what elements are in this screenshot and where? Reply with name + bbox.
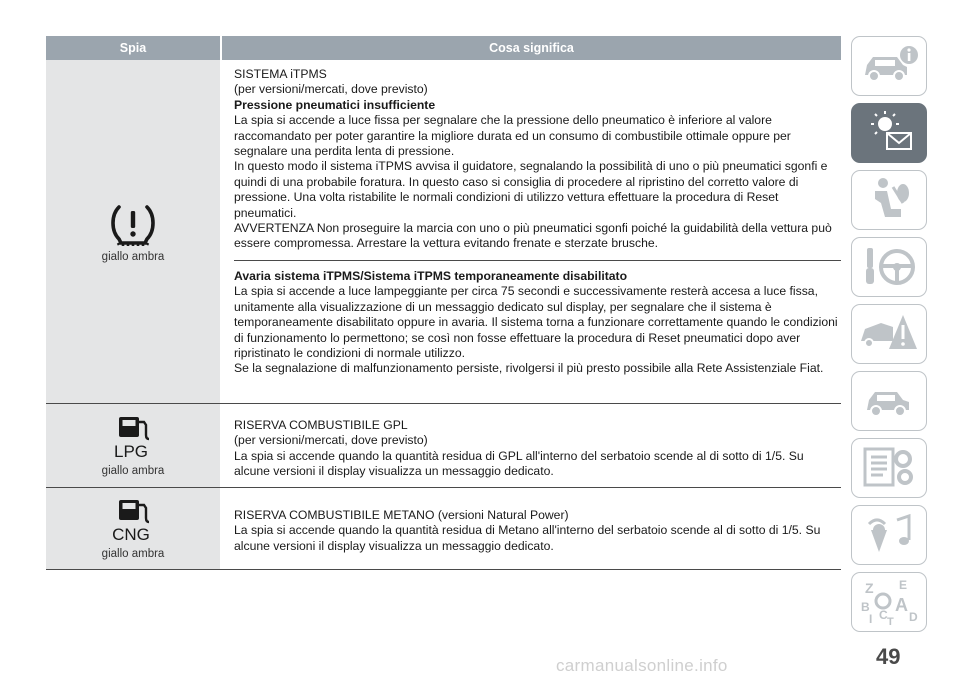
color-label: giallo ambra — [101, 464, 165, 477]
tab-emergency[interactable] — [851, 304, 927, 364]
system-name: SISTEMA iTPMS — [234, 67, 327, 81]
car-accident-warning-icon — [857, 309, 921, 359]
car-info-icon — [857, 41, 921, 91]
tab-maintenance[interactable] — [851, 371, 927, 431]
icon-cell — [46, 60, 222, 403]
system-failure-text-2: Se la segnalazione di malfunzionamento persiste, rivolgersi il più presto possibile alla Rete Assistenziale Fiat. — [234, 361, 824, 376]
key-steering-wheel-icon — [857, 242, 921, 292]
svg-text:LPG: LPG — [113, 441, 149, 461]
table-row-tpms — [46, 60, 841, 404]
warning-text: AVVERTENZA Non proseguire la marcia con uno o più pneumatici sgonfi poiché la guidabilità della vettura può essere compromessa. Arrestare la vettura evitando frenate e sterzate brusche. — [234, 221, 832, 251]
low-pressure-text: La spia si accende a luce fissa per segnalare che la pressione dello pneumatico è inferiore al valore raccomandato per poter garantire la migliore durata ed un consumo di combustibile ottimale oppure per segnalare una perdita lenta di pressione. — [234, 113, 791, 159]
description-cell — [222, 60, 841, 403]
svg-text:T: T — [887, 616, 894, 627]
icon-cell — [46, 488, 222, 569]
chapter-sidebar — [851, 36, 931, 639]
multimedia-icon — [857, 510, 921, 560]
tab-car-info[interactable] — [851, 36, 927, 96]
tab-multimedia[interactable] — [851, 505, 927, 565]
warning-light-message-icon — [857, 108, 921, 158]
svg-text:Z: Z — [865, 580, 874, 596]
tab-safety[interactable] — [851, 170, 927, 230]
tpms-tire-warning-icon — [106, 201, 160, 247]
alphabetical-index-icon — [857, 577, 921, 627]
watermark: carmanualsonline.info — [556, 656, 728, 675]
tab-warning-lights[interactable] — [851, 103, 927, 163]
header-spia: Spia — [46, 36, 222, 60]
warning-lights-table — [46, 36, 841, 570]
seat-airbag-icon — [857, 175, 921, 225]
system-failure-text: La spia si accende a luce lampeggiante per circa 75 secondi e successivamente resterà accesa a luce fissa, unitamente alla visualizzazione di un messaggio dedicato sul display, per segnalare che il sistema è temporaneamente disabilitato oppure in avaria. Il sistema torna a funzionare correttamente quando le condizioni di funzionamento lo permettono; se così non fosse effettuare la procedura di Reset pneumatici dopo aver ripristinato le condizioni di normale utilizzo. — [234, 284, 838, 360]
lpg-title: RISERVA COMBUSTIBILE GPL — [234, 418, 408, 432]
cng-title: RISERVA COMBUSTIBILE METANO (versioni Natural Power) — [234, 508, 569, 522]
lpg-text: La spia si accende quando la quantità residua di GPL all'interno del serbatoio scende al di sotto di 1/5. Su alcune versioni il display visualizza un messaggio dedicato. — [234, 448, 804, 479]
settings-list-icon — [857, 443, 921, 493]
section-title-system-failure: Avaria sistema iTPMS/Sistema iTPMS temporaneamente disabilitato — [234, 268, 628, 283]
description-cell — [222, 404, 841, 487]
lpg-fuel-pump-icon — [107, 415, 159, 461]
svg-text:I: I — [869, 612, 873, 626]
low-pressure-text-2: In questo modo il sistema iTPMS avvisa il guidatore, segnalando la possibilità di uno o più pneumatici sgonfi e quindi di una probabile foratura. In questo caso si consiglia di procedere al ripristino del corretto valore di pressione. Una volta ristabilite le normali condizioni di utilizzo vettura effettuare la procedura di Reset pneumatici. — [234, 159, 828, 220]
svg-text:A: A — [895, 595, 908, 615]
section-title-low-pressure: Pressione pneumatici insufficiente — [234, 97, 436, 112]
tab-starting-driving[interactable] — [851, 237, 927, 297]
description-cell — [222, 488, 841, 569]
page-number: 49 — [876, 644, 901, 669]
color-label: giallo ambra — [101, 250, 165, 263]
svg-text:E: E — [899, 578, 908, 592]
table-header — [46, 36, 841, 60]
header-cosa-significa: Cosa significa — [489, 41, 574, 55]
table-row-lpg — [46, 404, 841, 488]
svg-text:CNG: CNG — [112, 524, 150, 544]
table-row-cng — [46, 488, 841, 570]
svg-text:D: D — [909, 610, 918, 624]
car-service-icon — [857, 376, 921, 426]
tab-index[interactable] — [851, 572, 927, 632]
svg-text:B: B — [861, 600, 870, 614]
cng-text: La spia si accende quando la quantità residua di Metano all'interno del serbatoio scende al di sotto di 1/5. Su alcune versioni il display visualizza un messaggio dedicato. — [234, 523, 821, 553]
tab-technical-data[interactable] — [851, 438, 927, 498]
color-label: giallo ambra — [101, 547, 165, 560]
availability-note: (per versioni/mercati, dove previsto) — [234, 82, 428, 97]
icon-cell — [46, 404, 222, 487]
cng-fuel-pump-icon — [107, 498, 159, 544]
svg-text:C: C — [879, 608, 888, 622]
availability-note: (per versioni/mercati, dove previsto) — [234, 433, 428, 448]
subsection-system-failure — [234, 260, 841, 377]
